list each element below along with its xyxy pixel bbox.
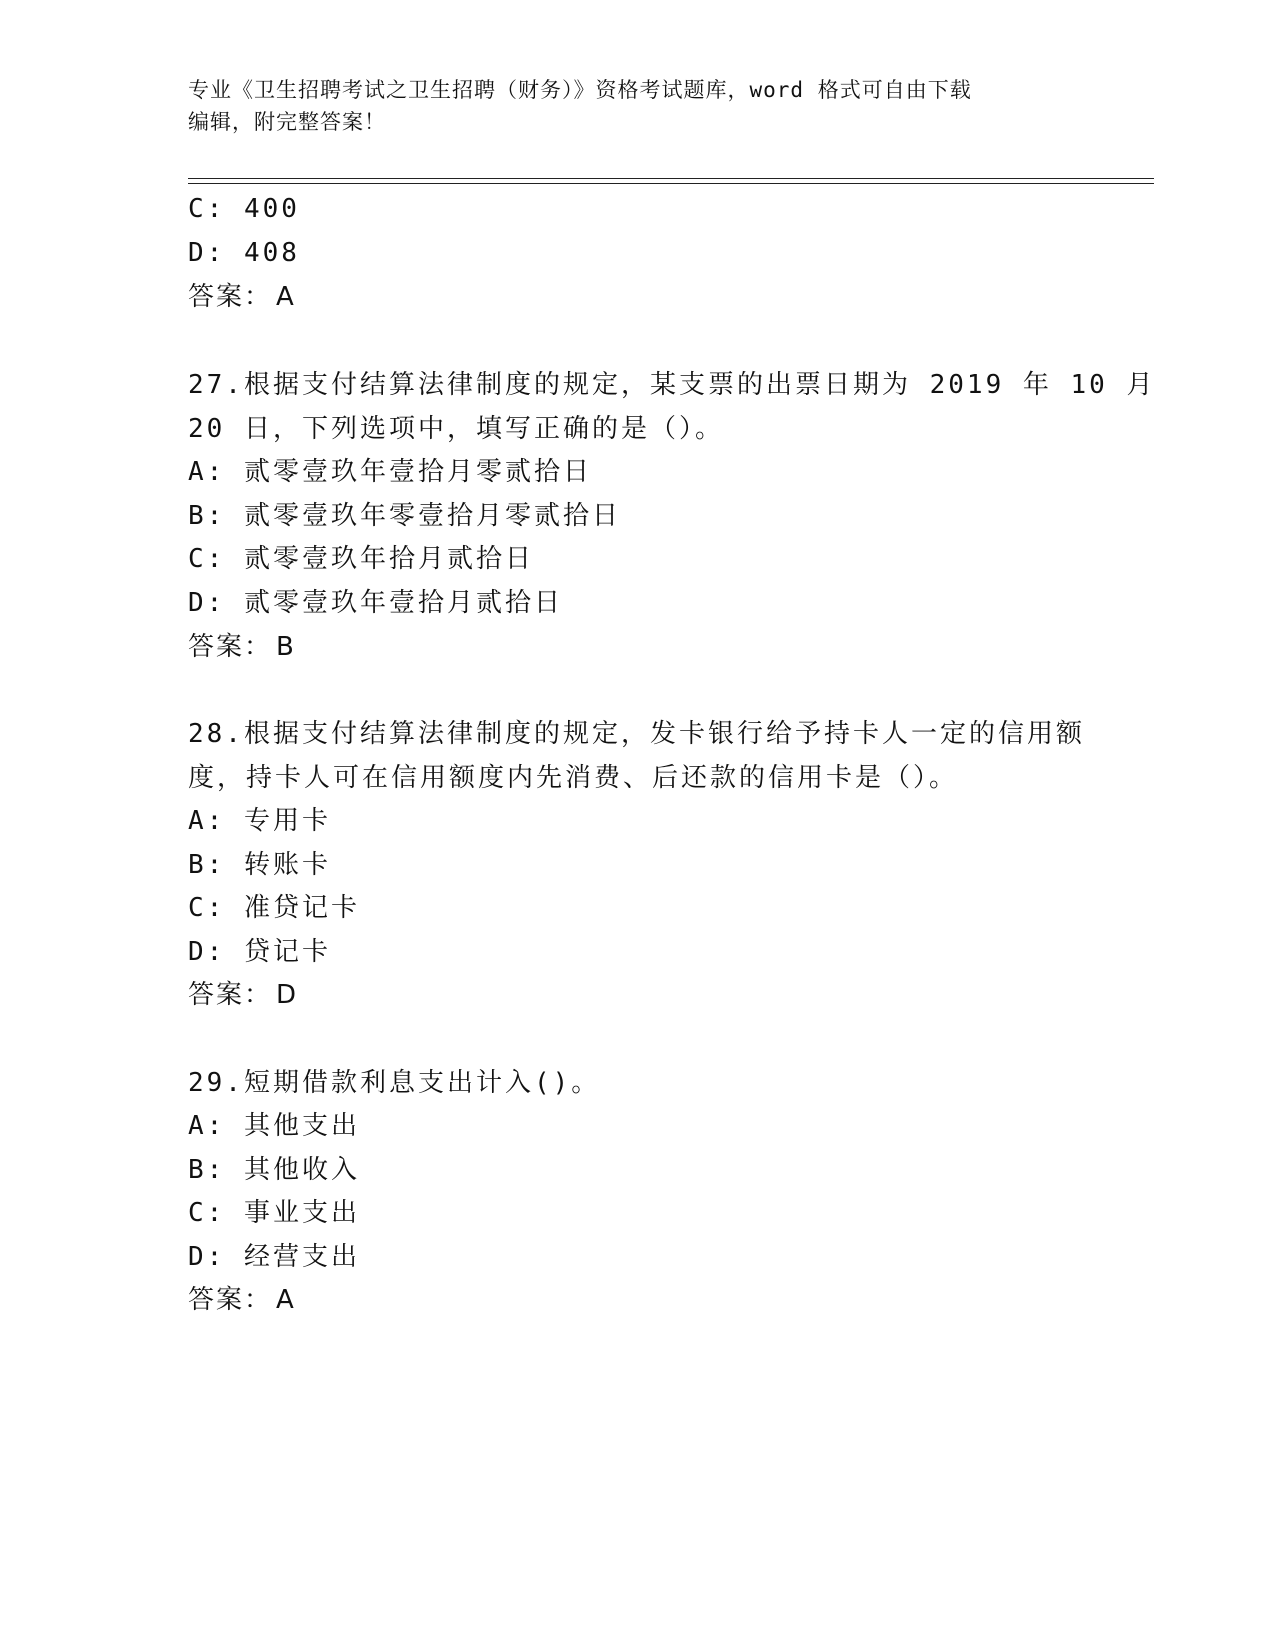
answer-line	[188, 978, 298, 1012]
option-a: A: 贰零壹玖年壹拾月零贰拾日	[188, 457, 592, 487]
answer-label: 答案：	[188, 980, 273, 1010]
header-line-2: 编辑，附完整答案！	[188, 110, 386, 134]
question-stem-line: 度，持卡人可在信用额度内先消费、后还款的信用卡是（）。	[188, 763, 959, 793]
option-c: C: 准贷记卡	[188, 893, 360, 923]
answer-value: A	[276, 1285, 296, 1315]
option-b: B: 转账卡	[188, 850, 331, 880]
answer-line	[188, 280, 296, 314]
option-c: C: 400	[188, 194, 300, 224]
option-b: B: 贰零壹玖年零壹拾月零贰拾日	[188, 501, 621, 531]
option-c: C: 事业支出	[188, 1198, 360, 1228]
answer-label: 答案：	[188, 632, 273, 662]
answer-label: 答案：	[188, 1285, 273, 1315]
answer-value: D	[276, 980, 299, 1010]
question-stem-line: 28.根据支付结算法律制度的规定，发卡银行给予持卡人一定的信用额	[188, 719, 1085, 749]
question-stem-line: 20 日，下列选项中，填写正确的是（）。	[188, 414, 724, 444]
document-header	[188, 74, 1088, 138]
header-divider-bottom	[188, 183, 1154, 184]
answer-line	[188, 1283, 296, 1317]
answer-line	[188, 630, 296, 664]
option-a: A: 其他支出	[188, 1111, 360, 1141]
answer-value: A	[276, 282, 296, 312]
question-stem-line: 29.短期借款利息支出计入()。	[188, 1068, 601, 1098]
header-line-1: 专业《卫生招聘考试之卫生招聘（财务）》资格考试题库，word 格式可自由下载	[188, 78, 972, 102]
option-c: C: 贰零壹玖年拾月贰拾日	[188, 544, 534, 574]
header-divider-top	[188, 178, 1154, 179]
option-b: B: 其他收入	[188, 1155, 360, 1185]
option-a: A: 专用卡	[188, 806, 331, 836]
answer-label: 答案：	[188, 282, 273, 312]
option-d: D: 贰零壹玖年壹拾月贰拾日	[188, 588, 563, 618]
option-d: D: 贷记卡	[188, 937, 331, 967]
answer-value: B	[276, 632, 296, 662]
option-d: D: 408	[188, 238, 300, 268]
option-d: D: 经营支出	[188, 1242, 360, 1272]
question-stem-line: 27.根据支付结算法律制度的规定，某支票的出票日期为 2019 年 10 月	[188, 370, 1156, 400]
